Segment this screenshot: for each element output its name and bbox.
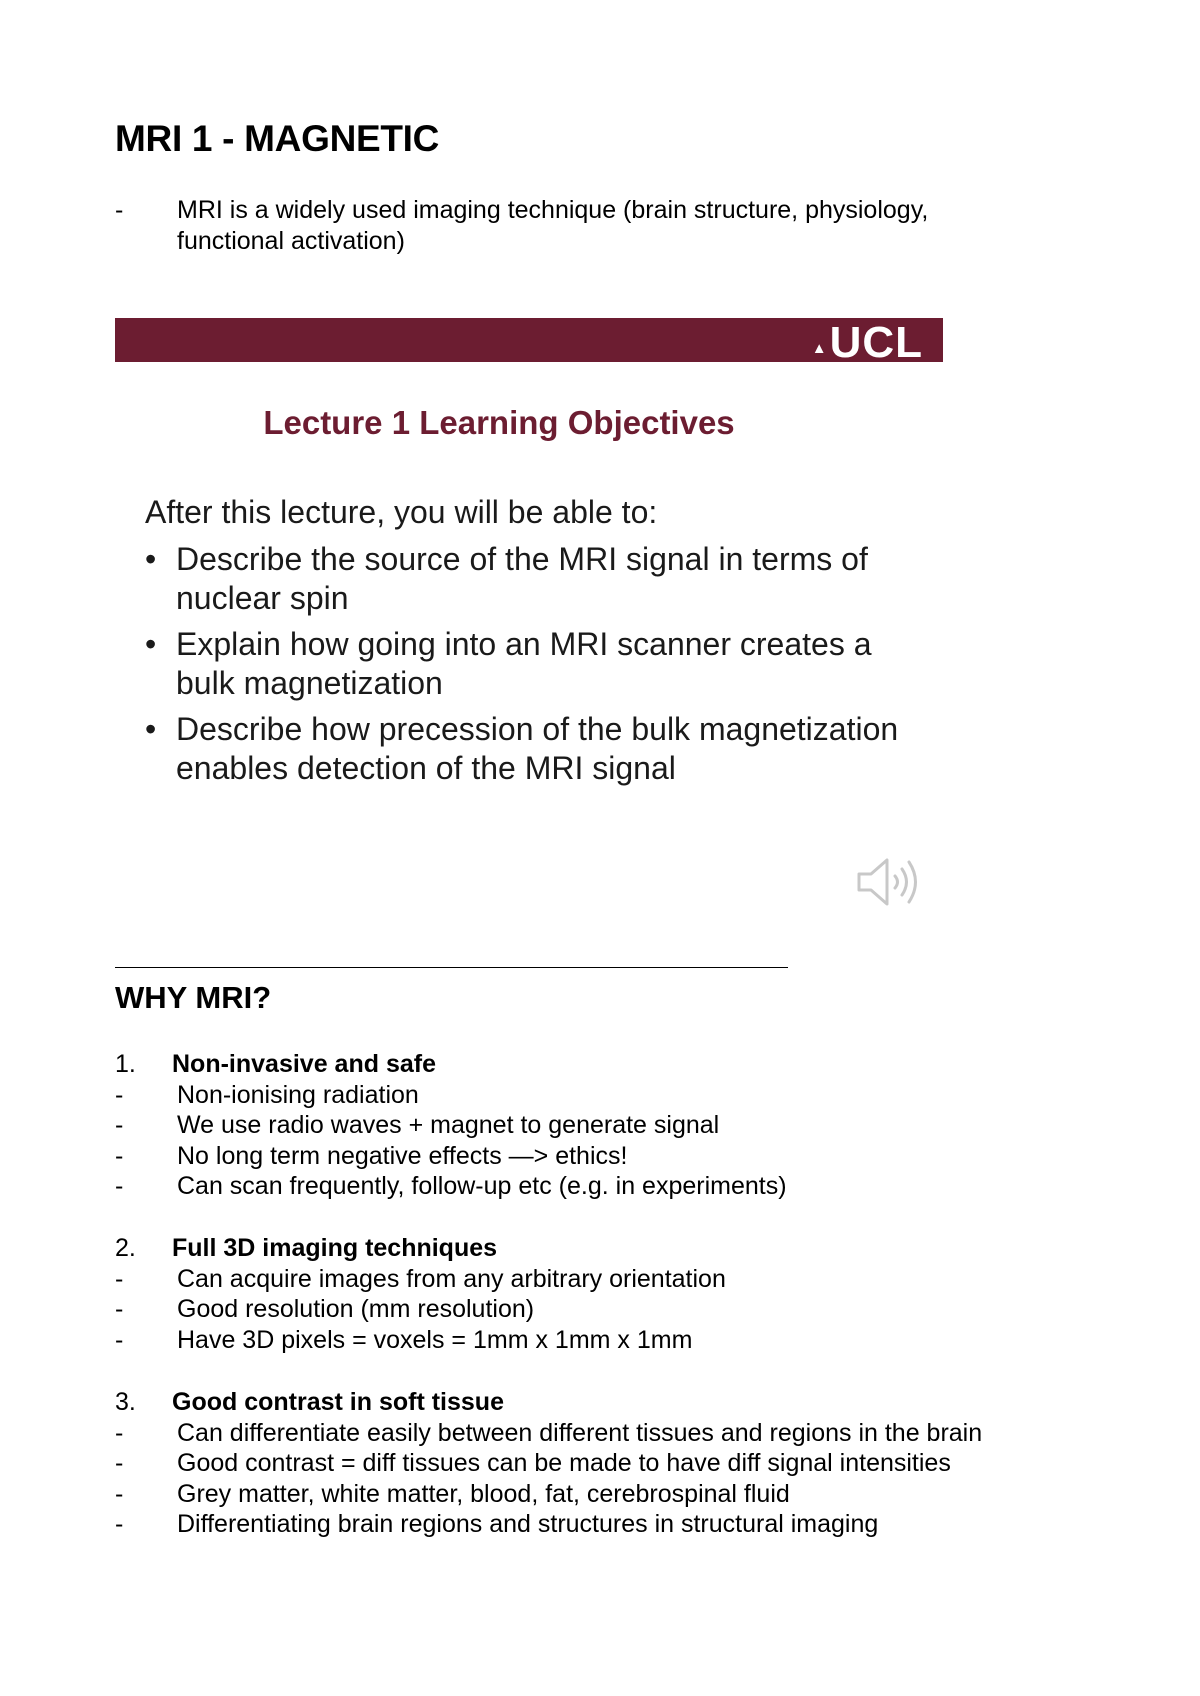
item-dash: -	[115, 1510, 124, 1538]
item-dash: -	[115, 1480, 124, 1508]
bullet-dot: •	[145, 711, 157, 747]
item-dash: -	[115, 1081, 124, 1109]
item-dash: -	[115, 1172, 124, 1200]
item-dash: -	[115, 1265, 124, 1293]
item-dash: -	[115, 1142, 124, 1170]
list-item: Can differentiate easily between different tissues and regions in the brain	[177, 1419, 983, 1447]
section-title: Non-invasive and safe	[172, 1050, 436, 1078]
intro-line-2: functional activation)	[177, 227, 405, 255]
bullet-line: Explain how going into an MRI scanner creates a	[176, 626, 872, 662]
item-dash: -	[115, 1111, 124, 1139]
section-title: Full 3D imaging techniques	[172, 1234, 498, 1262]
lecture-slide	[115, 318, 943, 918]
bullet-line: Describe the source of the MRI signal in terms of	[176, 541, 868, 577]
section-number: 3.	[115, 1388, 136, 1416]
bullet-line: Describe how precession of the bulk magnetization	[176, 711, 899, 747]
item-dash: -	[115, 1295, 124, 1323]
list-item: Have 3D pixels = voxels = 1mm x 1mm x 1mm	[177, 1326, 693, 1354]
section-divider	[115, 967, 788, 968]
slide-bullet	[145, 540, 935, 618]
ucl-crest-icon: ▲	[811, 340, 828, 357]
bullet-dot: •	[145, 626, 157, 662]
speaker-icon[interactable]	[855, 854, 925, 910]
slide-bullet	[145, 625, 935, 703]
section-number: 1.	[115, 1050, 136, 1078]
slide-intro: After this lecture, you will be able to:	[145, 494, 658, 530]
slide-bullet-list	[145, 540, 935, 795]
list-item: We use radio waves + magnet to generate signal	[177, 1111, 720, 1139]
list-item: Grey matter, white matter, blood, fat, cerebrospinal fluid	[177, 1480, 790, 1508]
item-dash: -	[115, 1326, 124, 1354]
intro-line-1: MRI is a widely used imaging technique (brain structure, physiology,	[177, 196, 929, 224]
ucl-logo	[812, 320, 923, 362]
item-dash: -	[115, 1419, 124, 1447]
intro-dash: -	[115, 196, 124, 224]
section-title: Good contrast in soft tissue	[172, 1388, 504, 1416]
intro-paragraph	[177, 195, 1027, 257]
slide-title: Lecture 1 Learning Objectives	[263, 404, 735, 441]
page-title: MRI 1 - MAGNETIC	[115, 118, 440, 159]
list-item: Good contrast = diff tissues can be made to have diff signal intensities	[177, 1449, 951, 1477]
ucl-logo-text: UCL	[829, 320, 923, 362]
slide-bullet	[145, 710, 935, 788]
section-heading: WHY MRI?	[115, 980, 272, 1015]
bullet-line: nuclear spin	[176, 580, 349, 616]
bullet-line: enables detection of the MRI signal	[176, 750, 676, 786]
list-item: No long term negative effects —> ethics!	[177, 1142, 628, 1170]
bullet-line: bulk magnetization	[176, 665, 443, 701]
slide-banner	[115, 318, 943, 362]
bullet-dot: •	[145, 541, 157, 577]
section-number: 2.	[115, 1234, 136, 1262]
list-item: Non-ionising radiation	[177, 1081, 419, 1109]
item-dash: -	[115, 1449, 124, 1477]
list-item: Can scan frequently, follow-up etc (e.g. in experiments)	[177, 1172, 787, 1200]
list-item: Differentiating brain regions and structures in structural imaging	[177, 1510, 879, 1538]
list-item: Good resolution (mm resolution)	[177, 1295, 535, 1323]
list-item: Can acquire images from any arbitrary orientation	[177, 1265, 726, 1293]
